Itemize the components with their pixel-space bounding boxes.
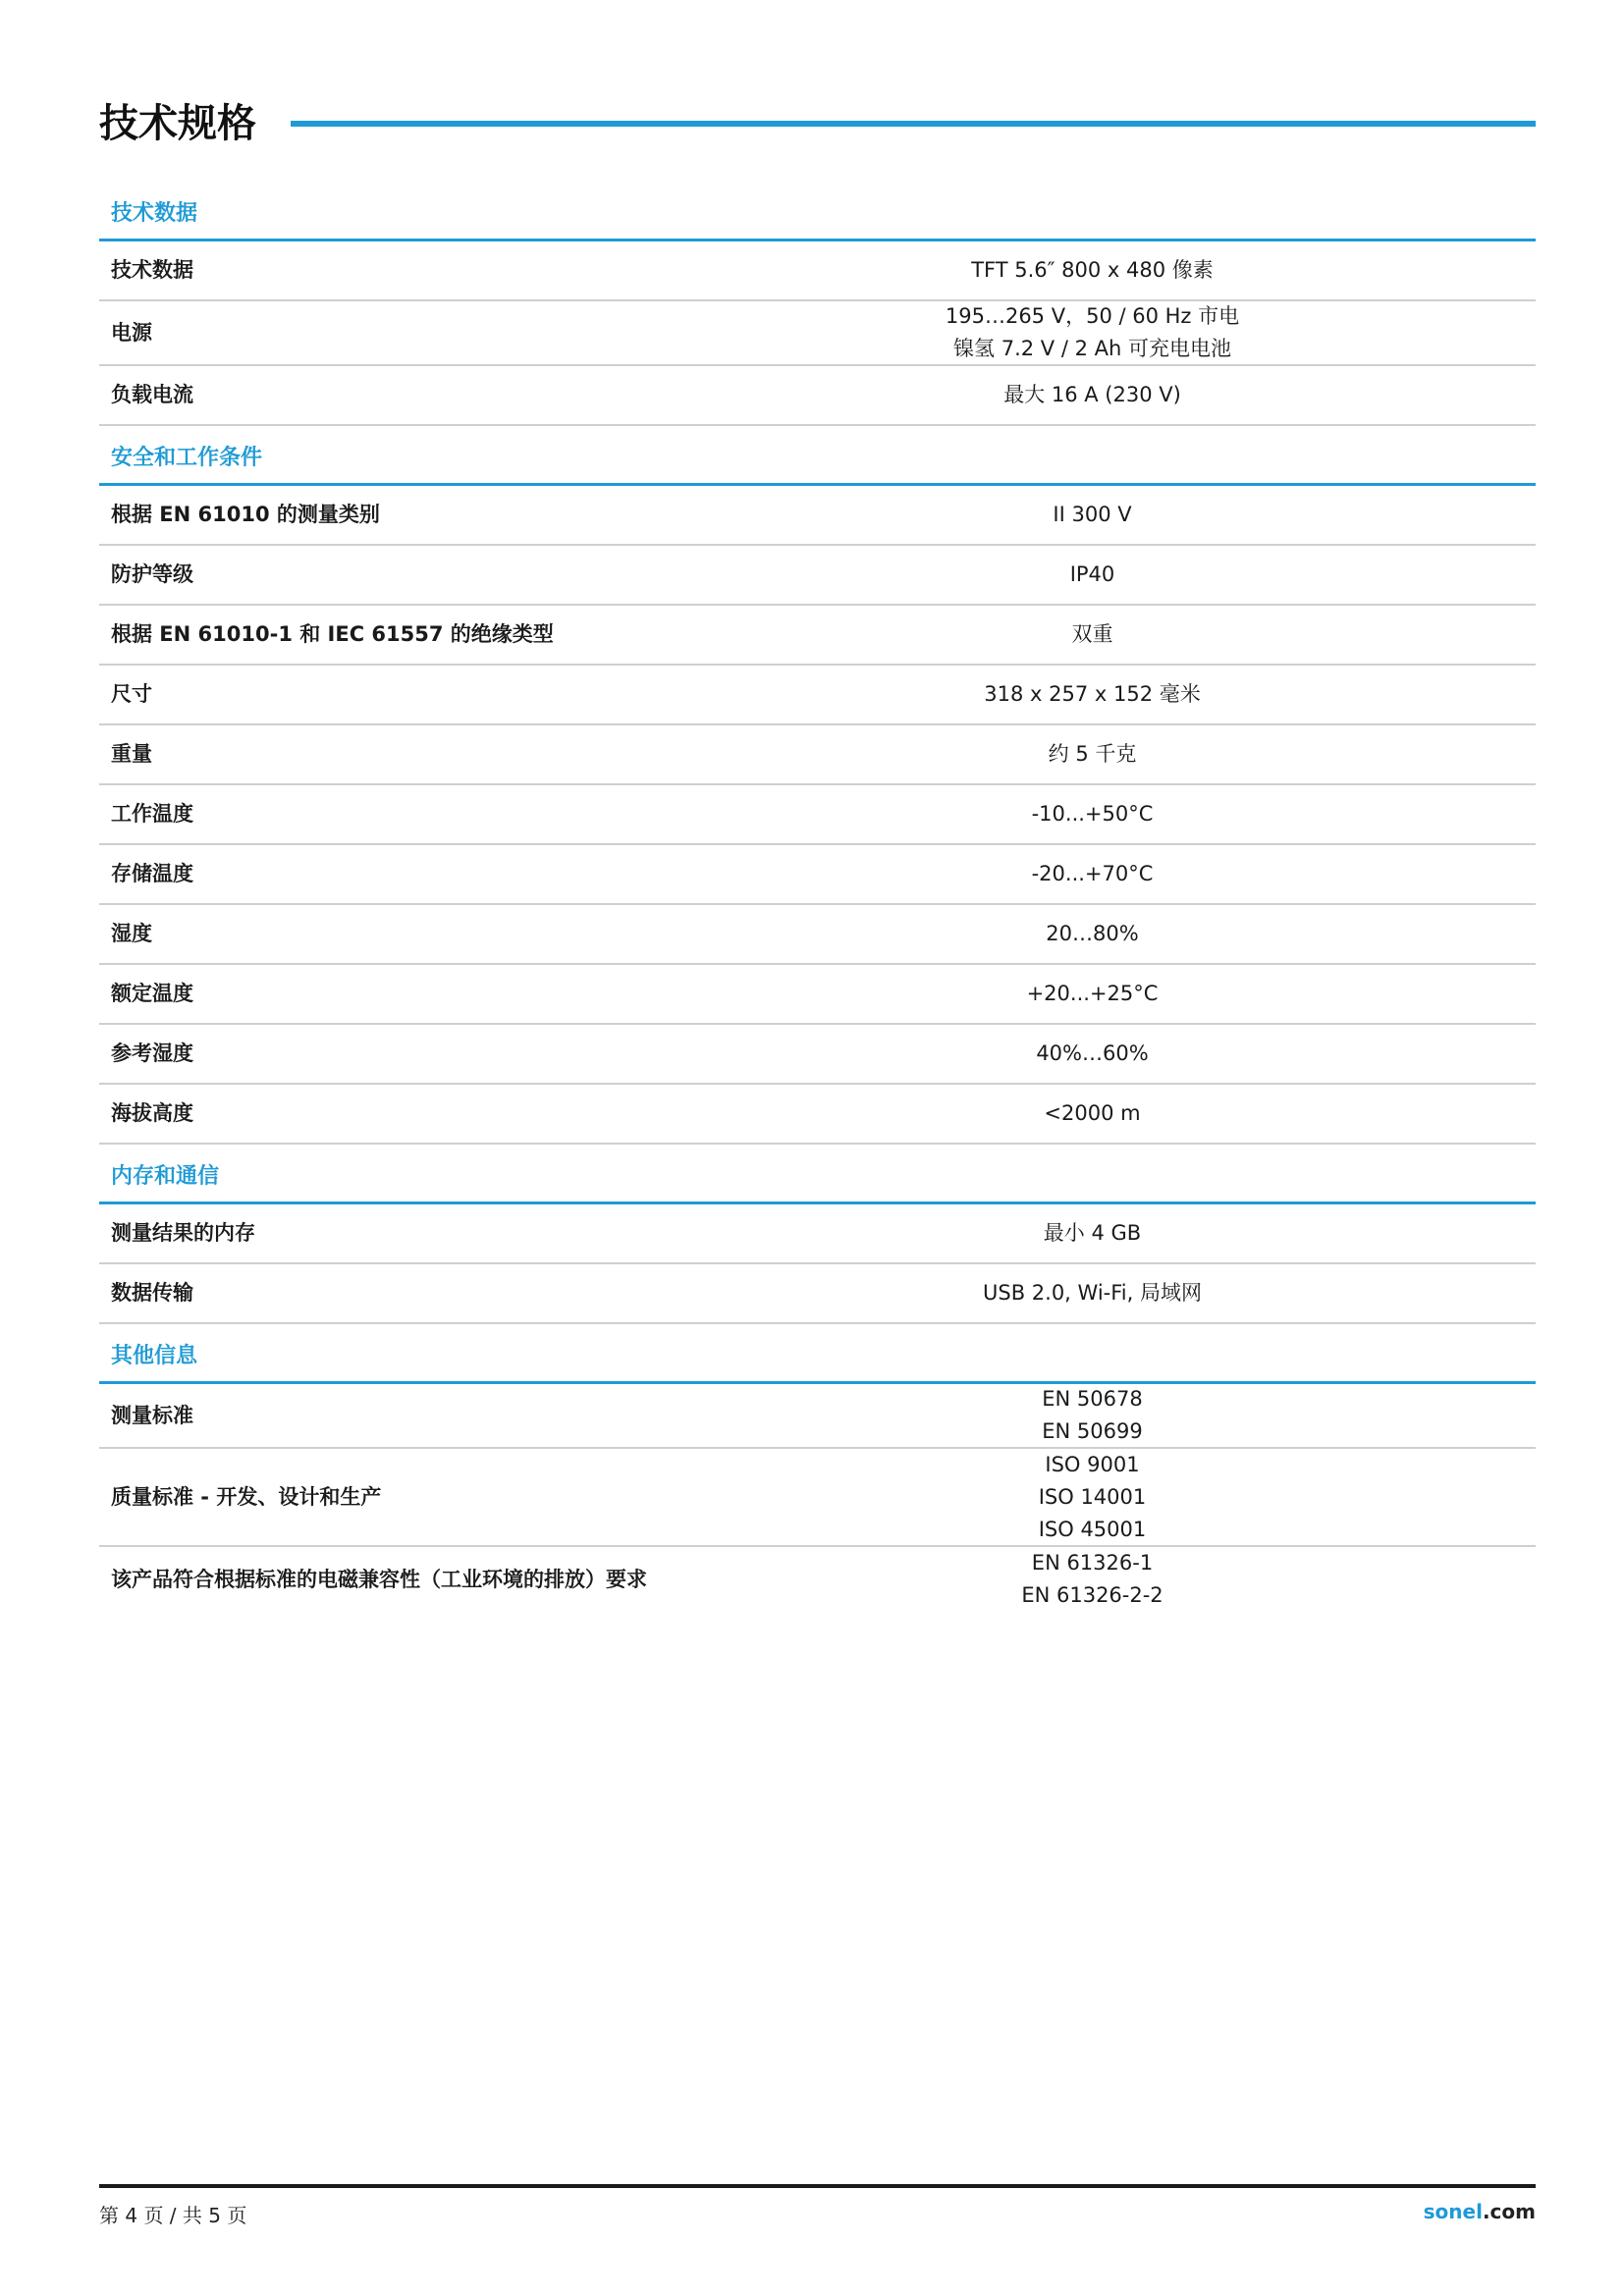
spec-row <box>99 1449 1536 1547</box>
spec-value <box>649 678 1536 711</box>
spec-value-line: <2000 m <box>1044 1101 1141 1125</box>
spec-value-line: 318 x 257 x 152 毫米 <box>984 682 1201 706</box>
spec-label: 数据传输 <box>111 1281 193 1305</box>
spec-value-line: -20...+70°C <box>1031 862 1154 885</box>
spec-value <box>649 1547 1536 1612</box>
spec-label: 海拔高度 <box>111 1101 193 1125</box>
spec-label: 防护等级 <box>111 562 193 586</box>
spec-value <box>649 798 1536 830</box>
page-footer <box>99 2184 1536 2227</box>
spec-value <box>649 559 1536 591</box>
spec-value <box>649 254 1536 287</box>
spec-label: 尺寸 <box>111 682 152 706</box>
spec-row <box>99 666 1536 725</box>
section-title: 内存和通信 <box>111 1164 220 1189</box>
spec-value-line: 20…80% <box>1046 922 1139 945</box>
spec-value-line: IP40 <box>1069 562 1115 586</box>
spec-row <box>99 1384 1536 1449</box>
spec-value <box>649 1383 1536 1448</box>
spec-label: 工作温度 <box>111 802 193 826</box>
spec-value <box>649 618 1536 651</box>
spec-value <box>649 978 1536 1010</box>
section-header <box>99 182 1536 241</box>
spec-row <box>99 301 1536 366</box>
spec-row <box>99 241 1536 301</box>
spec-value-line: TFT 5.6″ 800 x 480 像素 <box>971 258 1214 282</box>
spec-value <box>649 738 1536 771</box>
page-indicator: 第 4 页 / 共 5 页 <box>99 2204 247 2227</box>
section-title: 技术数据 <box>111 201 198 226</box>
section-header <box>99 1324 1536 1384</box>
spec-value-line: ISO 45001 <box>1038 1517 1147 1541</box>
spec-row <box>99 486 1536 546</box>
spec-value <box>649 1038 1536 1070</box>
spec-value <box>649 1449 1536 1546</box>
spec-value-line: 195…265 V，50 / 60 Hz 市电 <box>945 304 1240 328</box>
spec-value-line: 最小 4 GB <box>1043 1221 1142 1245</box>
spec-label: 额定温度 <box>111 982 193 1005</box>
spec-value <box>649 918 1536 950</box>
brand-link[interactable] <box>1424 2200 1536 2223</box>
spec-value-line: -10...+50°C <box>1031 802 1154 826</box>
spec-row <box>99 1204 1536 1264</box>
spec-label: 电源 <box>111 320 152 345</box>
spec-value <box>649 379 1536 411</box>
section-title: 安全和工作条件 <box>111 446 263 470</box>
page-title: 技术规格 <box>99 101 256 146</box>
spec-value-line: ISO 14001 <box>1038 1484 1147 1509</box>
spec-value-line: 镍氢 7.2 V / 2 Ah 可充电电池 <box>953 337 1231 360</box>
spec-value <box>649 858 1536 890</box>
spec-label: 技术数据 <box>111 258 193 282</box>
spec-label: 根据 EN 61010 的测量类别 <box>111 503 380 526</box>
spec-value-line: USB 2.0, Wi-Fi, 局域网 <box>983 1281 1202 1305</box>
spec-value-line: EN 50699 <box>1042 1419 1143 1443</box>
spec-label: 重量 <box>111 742 152 766</box>
section-title: 其他信息 <box>111 1344 198 1368</box>
spec-row <box>99 965 1536 1025</box>
page-header <box>99 96 1536 151</box>
spec-value <box>649 1097 1536 1130</box>
spec-label: 负载电流 <box>111 383 193 406</box>
spec-row <box>99 606 1536 666</box>
spec-value-line: 约 5 千克 <box>1048 742 1137 766</box>
footer-rule <box>99 2184 1536 2188</box>
section-header <box>99 426 1536 486</box>
spec-label: 参考湿度 <box>111 1041 193 1065</box>
spec-label: 测量结果的内存 <box>111 1221 255 1245</box>
spec-row <box>99 1264 1536 1324</box>
brand-main: sonel <box>1423 2200 1483 2223</box>
spec-row <box>99 1085 1536 1145</box>
spec-value-line: 40%…60% <box>1036 1041 1149 1065</box>
spec-row <box>99 1547 1536 1612</box>
spec-value-line: +20...+25°C <box>1026 982 1159 1005</box>
spec-row <box>99 845 1536 905</box>
spec-row <box>99 546 1536 606</box>
spec-value <box>649 499 1536 531</box>
spec-row <box>99 725 1536 785</box>
spec-value-line: 双重 <box>1071 622 1113 646</box>
title-rule <box>291 121 1536 127</box>
spec-label: 质量标准 - 开发、设计和生产 <box>111 1484 382 1509</box>
section-header <box>99 1145 1536 1204</box>
spec-value <box>649 1277 1536 1309</box>
spec-value-line: EN 61326-1 <box>1031 1551 1154 1575</box>
spec-row <box>99 785 1536 845</box>
spec-value <box>649 300 1536 365</box>
spec-row <box>99 1025 1536 1085</box>
brand-suffix: .com <box>1482 2200 1536 2223</box>
spec-table <box>99 182 1536 1612</box>
spec-label: 测量标准 <box>111 1403 193 1427</box>
spec-value-line: 最大 16 A (230 V) <box>1003 383 1181 406</box>
spec-label: 根据 EN 61010-1 和 IEC 61557 的绝缘类型 <box>111 622 554 646</box>
spec-label: 存储温度 <box>111 862 193 885</box>
spec-row <box>99 366 1536 426</box>
spec-value-line: II 300 V <box>1053 503 1132 526</box>
spec-label: 该产品符合根据标准的电磁兼容性（工业环境的排放）要求 <box>111 1567 647 1591</box>
spec-value-line: EN 50678 <box>1042 1387 1143 1411</box>
spec-value-line: EN 61326-2-2 <box>1021 1583 1164 1607</box>
spec-value <box>649 1217 1536 1250</box>
spec-value-line: ISO 9001 <box>1045 1452 1140 1476</box>
spec-row <box>99 905 1536 965</box>
spec-label: 湿度 <box>111 922 152 945</box>
